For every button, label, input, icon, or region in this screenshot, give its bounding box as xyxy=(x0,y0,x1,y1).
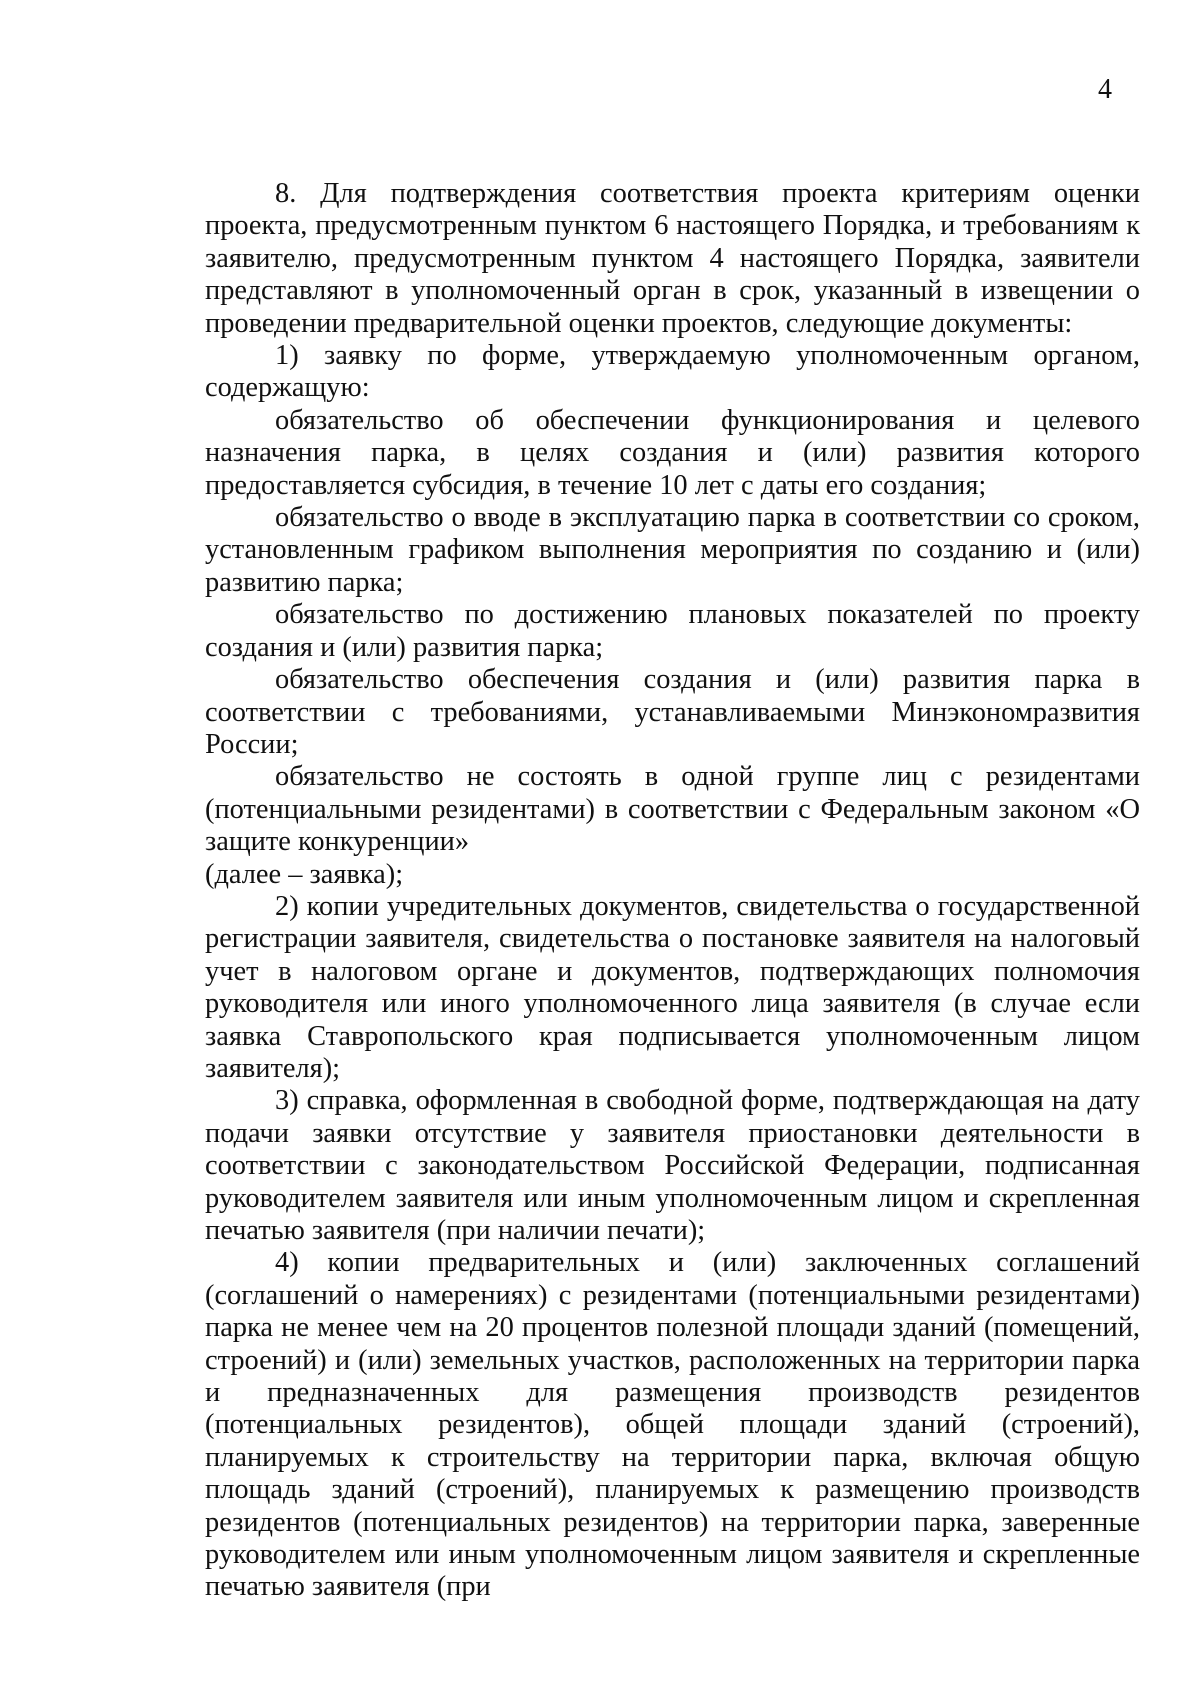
paragraph-subitem-2: 2) копии учредительных документов, свидетельства о государственной регистрации заявителя, свидетельства о постановке заявителя на налоговый учет в налоговом органе и документов, подтверждающих полномочия руководителя или иного уполномоченного лица заявителя (в случае если заявка Ставропольского края подписывается уполномоченным лицом заявителя); xyxy=(205,890,1140,1084)
paragraph-subitem-1: 1) заявку по форме, утверждаемую уполномоченным органом, содержащую: xyxy=(205,340,1140,404)
paragraph-subitem-4: 4) копии предварительных и (или) заключенных соглашений (соглашений о намерениях) с резидентами (потенциальными резидентами) парка не менее чем на 20 процентов полезной площади зданий (помещений, строений) и (или) земельных участков, расположенных на территории парка и предназначенных для размещения производств резидентов (потенциальных резидентов), общей площади зданий (строений), планируемых к строительству на территории парка, включая общую площадь зданий (строений), планируемых к размещению производств резидентов (потенциальных резидентов) на территории парка, заверенные руководителем или иным уполномоченным лицом заявителя и скрепленные печатью заявителя (при xyxy=(205,1247,1140,1603)
paragraph-obligation-competition: обязательство не состоять в одной группе лиц с резидентами (потенциальными резидентами) в соответствии с Федеральным законом «О защите конкуренции» xyxy=(205,761,1140,858)
page-number: 4 xyxy=(1098,74,1112,105)
paragraph-obligation-indicators: обязательство по достижению плановых показателей по проекту создания и (или) развития парка; xyxy=(205,599,1140,663)
paragraph-item-8: 8. Для подтверждения соответствия проекта критериям оценки проекта, предусмотренным пунктом 6 настоящего Порядка, и требованиям к заявителю, предусмотренным пунктом 4 настоящего Порядка, заявители представляют в уполномоченный орган в срок, указанный в извещении о проведении предварительной оценки проектов, следующие документы: xyxy=(205,178,1140,339)
paragraph-obligation-requirements: обязательство обеспечения создания и (или) развития парка в соответствии с требованиями, устанавливаемыми Минэкономразвития России; xyxy=(205,664,1140,760)
paragraph-application-note: (далее – заявка); xyxy=(205,858,404,890)
document-body xyxy=(205,178,1140,1604)
paragraph-obligation-functioning: обязательство об обеспечении функционирования и целевого назначения парка, в целях создания и (или) развития которого предоставляется субсидия, в течение 10 лет с даты его создания; xyxy=(205,404,1140,501)
paragraph-obligation-commissioning: обязательство о вводе в эксплуатацию парка в соответствии со сроком, установленным графиком выполнения мероприятия по созданию и (или) развитию парка; xyxy=(205,502,1140,598)
paragraph-subitem-3: 3) справка, оформленная в свободной форме, подтверждающая на дату подачи заявки отсутствие у заявителя приостановки деятельности в соответствии с законодательством Российской Федерации, подписанная руководителем заявителя или иным уполномоченным лицом и скрепленная печатью заявителя (при наличии печати); xyxy=(205,1085,1140,1246)
